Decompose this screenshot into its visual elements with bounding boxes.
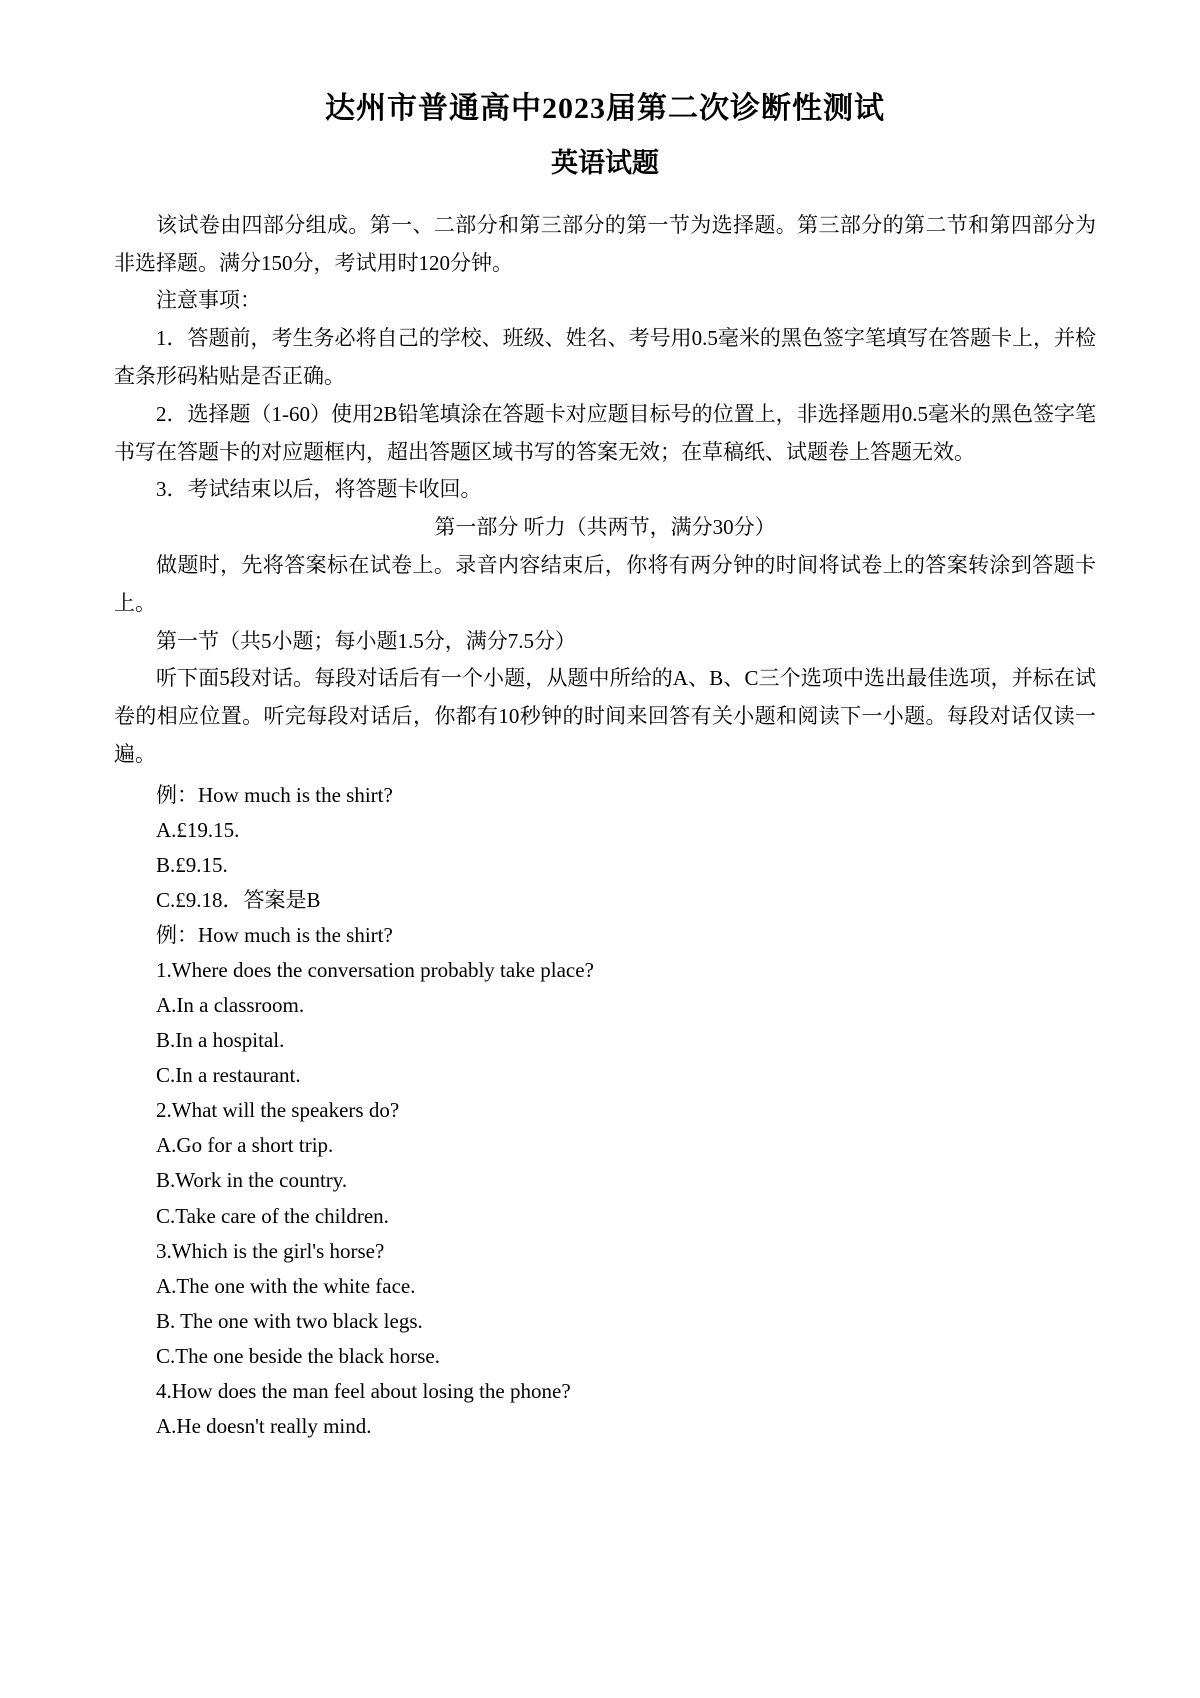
question-prompt: 4.How does the man feel about losing the phone? xyxy=(156,1378,571,1403)
example-prompt-repeat: 例：How much is the shirt? xyxy=(156,923,393,947)
example-option-c: C.£9.18．答案是B xyxy=(156,887,321,912)
example-prompt: 例：How much is the shirt? xyxy=(156,782,393,807)
question-block-4 xyxy=(114,1374,1096,1444)
question-option: C.Take care of the children. xyxy=(156,1203,389,1228)
question-block-3 xyxy=(114,1234,1096,1374)
question-prompt: 3.Which is the girl's horse? xyxy=(156,1238,385,1263)
section1-instructions: 听下面5段对话。每段对话后有一个小题，从题中所给的A、B、C三个选项中选出最佳选项，并标在试卷的相应位置。听完每段对话后，你都有10秒钟的时间来回答有关小题和阅读下一小题。每段对话仅读一遍。 xyxy=(114,666,1096,766)
question-option: A.He doesn't really mind. xyxy=(156,1413,372,1438)
intro-composition: 该试卷由四部分组成。第一、二部分和第三部分的第一节为选择题。第三部分的第二节和第四部分为非选择题。满分150分，考试用时120分钟。 xyxy=(114,212,1096,275)
question-prompt: 2.What will the speakers do? xyxy=(156,1098,400,1123)
section1-heading: 第一节（共5小题；每小题1.5分，满分7.5分） xyxy=(156,628,576,653)
page-subtitle: 英语试题 xyxy=(551,148,659,178)
notice-item-1: 1．答题前，考生务必将自己的学校、班级、姓名、考号用0.5毫米的黑色签字笔填写在答题卡上，并检查条形码粘贴是否正确。 xyxy=(114,326,1096,388)
page-title: 达州市普通高中2023届第二次诊断性测试 xyxy=(325,92,885,125)
example-block xyxy=(114,778,1096,953)
question-block-1 xyxy=(114,953,1096,1093)
question-option: C.In a restaurant. xyxy=(156,1063,301,1088)
example-option-a: A.£19.15. xyxy=(156,817,240,842)
question-option: B. The one with two black legs. xyxy=(156,1308,423,1333)
question-option: B.Work in the country. xyxy=(156,1168,348,1193)
question-option: A.The one with the white face. xyxy=(156,1273,416,1298)
notice-item-2: 2．选择题（1-60）使用2B铅笔填涂在答题卡对应题目标号的位置上，非选择题用0.5毫米的黑色签字笔书写在答题卡的对应题框内，超出答题区域书写的答案无效；在草稿纸、试题卷上答题无效。 xyxy=(114,401,1096,464)
question-option: A.Go for a short trip. xyxy=(156,1133,334,1158)
question-block-2 xyxy=(114,1093,1096,1233)
question-option: B.In a hospital. xyxy=(156,1028,285,1053)
notice-label: 注意事项： xyxy=(156,288,261,313)
question-option: A.In a classroom. xyxy=(156,993,305,1018)
question-option: C.The one beside the black horse. xyxy=(156,1343,440,1368)
example-option-b: B.£9.15. xyxy=(156,852,228,877)
question-prompt: 1.Where does the conversation probably take place? xyxy=(156,958,594,983)
part1-instructions: 做题时，先将答案标在试卷上。录音内容结束后，你将有两分钟的时间将试卷上的答案转涂到答题卡上。 xyxy=(114,552,1096,615)
notice-item-3: 3．考试结束以后，将答题卡收回。 xyxy=(156,477,482,502)
part1-heading: 第一部分 听力（共两节，满分30分） xyxy=(434,515,776,540)
